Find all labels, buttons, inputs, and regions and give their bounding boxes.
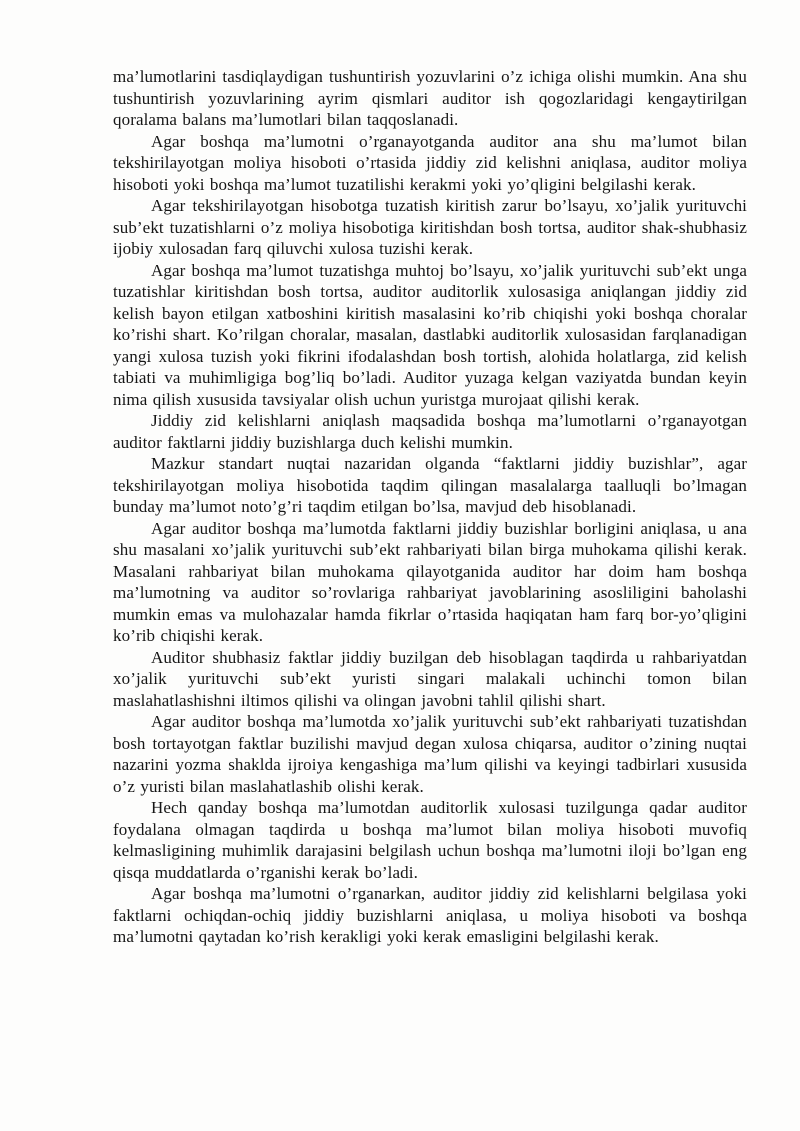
paragraph: Agar auditor boshqa ma’lumotda faktlarni jiddiy buzishlar borligini aniqlasa, u ana shu masalani xo’jalik yurituvchi sub’ekt rahbariyati bilan birga muhokama qilishi kerak. Masalani rahbariyat bilan muhokama qilayotganida auditor har doim ham boshqa ma’lumotning va auditor so’rovlariga rahbariyat javoblarining asosliligini baholashi mumkin emas va mulohazalar hamda fikrlar o’rtasida haqiqatan ham farq bor-yo’qligini ko’rib chiqishi kerak.	[113, 518, 747, 645]
paragraph: Mazkur standart nuqtai nazaridan olganda “faktlarni jiddiy buzishlar”, agar tekshirilayotgan moliya hisobotida taqdim qilingan masalalarga taalluqli bo’lmagan bunday ma’lumot noto’g’ri taqdim etilgan bo’lsa, mavjud deb hisoblanadi.	[113, 454, 747, 516]
page-text	[113, 66, 747, 948]
paragraph: Hech qanday boshqa ma’lumotdan auditorlik xulosasi tuzilgunga qadar auditor foydalana olmagan taqdirda u boshqa ma’lumot bilan moliya hisoboti muvofiq kelmasligining muhimlik darajasini belgilash uchun boshqa ma’lumotni iloji bo’lgan eng qisqa muddatlarda o’rganishi kerak bo’ladi.	[113, 798, 747, 882]
paragraph: Agar boshqa ma’lumot tuzatishga muhtoj bo’lsayu, xo’jalik yurituvchi sub’ekt unga tuzatishlar kiritishdan bosh tortsa, auditor auditorlik xulosasiga aniqlangan jiddiy zid kelish bayon etilgan xatboshini kiritish masalasini ko’rib chiqishi yoki boshqa choralar ko’rishi shart. Ko’rilgan choralar, masalan, dastlabki auditorlik xulosasidan farqlanadigan yangi xulosa tuzish yoki fikrini ifodalashdan bosh tortish, alohida holatlarga, zid kelish tabiati va muhimligiga bog’liq bo’ladi. Auditor yuzaga kelgan vaziyatda bundan keyin nima qilish xususida tavsiyalar olish uchun yuristga murojaat qilishi kerak.	[113, 260, 747, 409]
paragraph: Jiddiy zid kelishlarni aniqlash maqsadida boshqa ma’lumotlarni o’rganayotgan auditor faktlarni jiddiy buzishlarga duch kelishi mumkin.	[113, 411, 747, 452]
paragraph: ma’lumotlarini tasdiqlaydigan tushuntirish yozuvlarini o’z ichiga olishi mumkin. Ana shu tushuntirish yozuvlarining ayrim qismlari auditor ish qogozlaridagi kengaytirilgan qoralama balans ma’lumotlari bilan taqqoslanadi.	[113, 67, 747, 129]
paragraph: Agar tekshirilayotgan hisobotga tuzatish kiritish zarur bo’lsayu, xo’jalik yurituvchi sub’ekt tuzatishlarni o’z moliya hisobotiga kiritishdan bosh tortsa, auditor shak-shubhasiz ijobiy xulosadan farq qiluvchi xulosa tuzishi kerak.	[113, 196, 747, 258]
paragraph: Agar boshqa ma’lumotni o’rganarkan, auditor jiddiy zid kelishlarni belgilasa yoki faktlarni ochiqdan-ochiq jiddiy buzishlarni aniqlasa, u moliya hisoboti va boshqa ma’lumotni qaytadan ko’rish kerakligi yoki kerak emasligini belgilashi kerak.	[113, 884, 747, 946]
paragraph: Auditor shubhasiz faktlar jiddiy buzilgan deb hisoblagan taqdirda u rahbariyatdan xo’jalik yurituvchi sub’ekt yuristi singari malakali uchinchi tomon bilan maslahatlashishni iltimos qilishi va olingan javobni tahlil qilishi shart.	[113, 647, 747, 710]
paragraph: Agar boshqa ma’lumotni o’rganayotganda auditor ana shu ma’lumot bilan tekshirilayotgan moliya hisoboti o’rtasida jiddiy zid kelishni aniqlasa, auditor moliya hisoboti yoki boshqa ma’lumot tuzatilishi kerakmi yoki yo’qligini belgilashi kerak.	[113, 131, 747, 194]
paragraph: Agar auditor boshqa ma’lumotda xo’jalik yurituvchi sub’ekt rahbariyati tuzatishdan bosh tortayotgan faktlar buzilishi mavjud degan xulosa chiqarsa, auditor o’zining nuqtai nazarini yozma shaklda ijroiya kengashiga ma’lum qilishi va keyingi tadbirlari xususida o’z yuristi bilan maslahatlashib olishi kerak.	[113, 712, 747, 796]
